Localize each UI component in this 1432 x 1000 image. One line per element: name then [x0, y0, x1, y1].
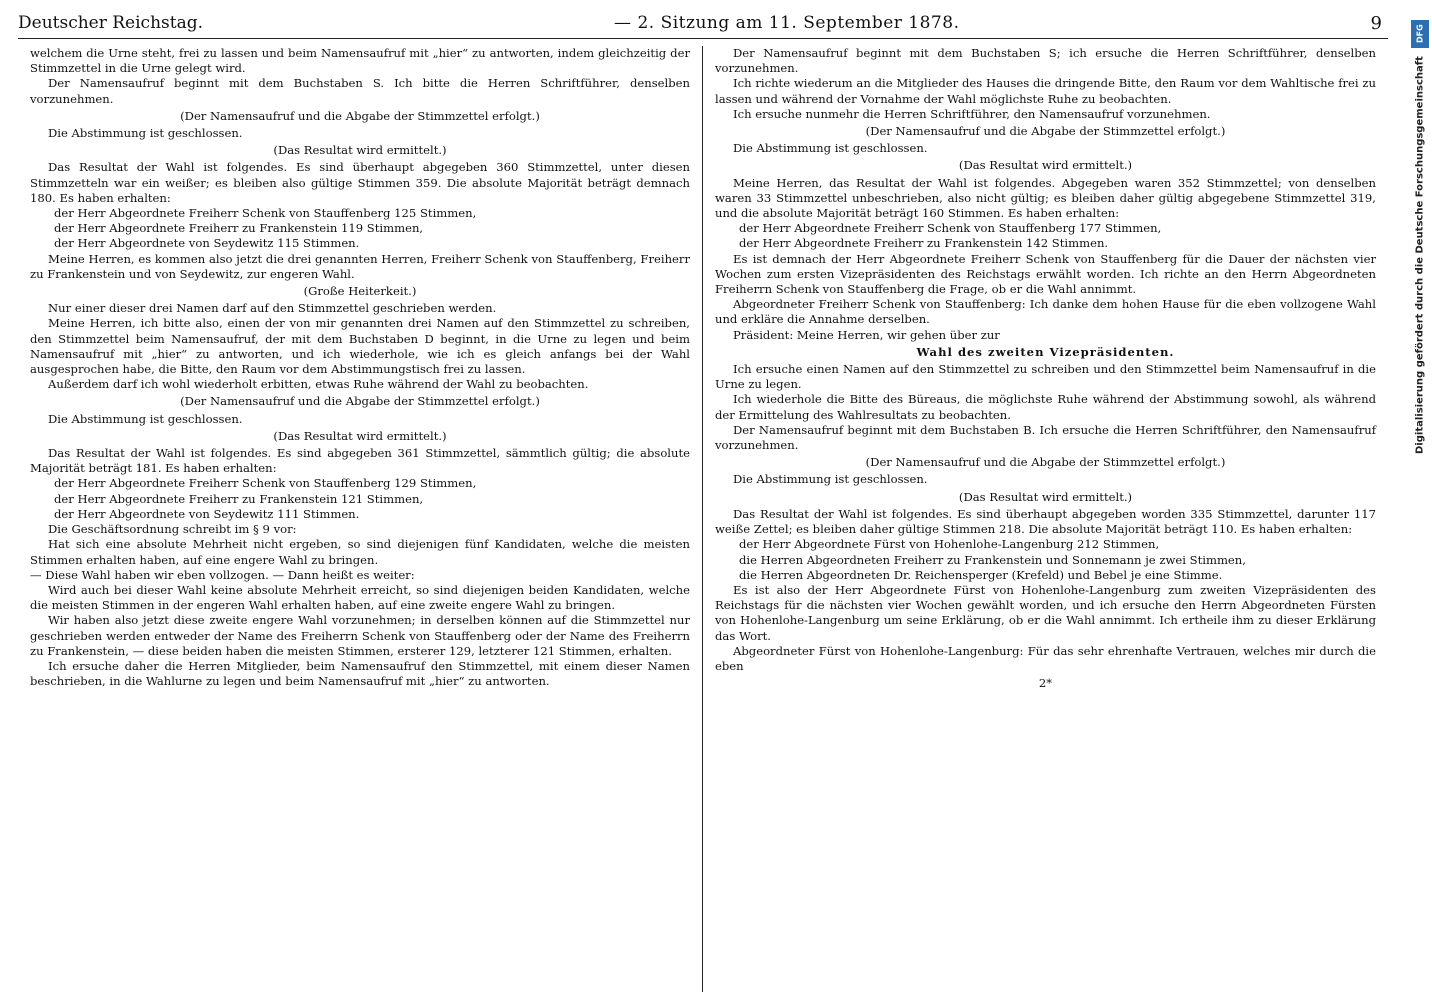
text-columns	[18, 46, 1388, 992]
paragraph: Es ist also der Herr Abgeordnete Fürst von Hohenlohe-Langenburg zum zweiten Vizepräsidenten des Reichstags für die nächsten vier Wochen gewählt worden, und ich ersuche den Herrn Abgeordneten Fürsten von Hohenlohe-Langenburg um seine Erklärung, ob er die Wahl annimmt. Ich ertheile ihm zu dieser Erklärung das Wort.	[715, 582, 1376, 643]
candidate-line: der Herr Abgeordnete Freiherr zu Frankenstein 119 Stimmen,	[54, 221, 424, 236]
stage-direction: (Das Resultat wird ermittelt.)	[958, 489, 1133, 504]
section-heading: Wahl des zweiten Vizepräsidenten.	[916, 344, 1175, 359]
paragraph: — Diese Wahl haben wir eben vollzogen. — Dann heißt es weiter:	[30, 567, 415, 582]
candidate-line: der Herr Abgeordnete Freiherr zu Frankenstein 142 Stimmen.	[739, 236, 1109, 251]
candidate-line: der Herr Abgeordnete Fürst von Hohenlohe-Langenburg 212 Stimmen,	[739, 537, 1160, 552]
signature-mark: 2*	[1038, 676, 1053, 691]
stage-direction: (Der Namensaufruf und die Abgabe der Stimmzettel erfolgt.)	[865, 455, 1226, 470]
paragraph: Außerdem darf ich wohl wiederholt erbitten, etwas Ruhe während der Wahl zu beobachten.	[48, 377, 589, 392]
paragraph: Ich wiederhole die Bitte des Büreaus, die möglichste Ruhe während der Abstimmung sowohl, als während der Ermittelung des Wahlresultats zu beobachten.	[715, 392, 1376, 422]
paragraph: Ich ersuche nunmehr die Herren Schriftführer, den Namensaufruf vorzunehmen.	[733, 106, 1211, 121]
paragraph: Die Abstimmung ist geschlossen.	[48, 126, 243, 141]
paragraph: Der Namensaufruf beginnt mit dem Buchstaben S; ich ersuche die Herren Schriftführer, denselben vorzunehmen.	[715, 46, 1376, 76]
stage-direction: (Große Heiterkeit.)	[303, 284, 417, 299]
candidate-line: der Herr Abgeordnete Freiherr Schenk von Stauffenberg 125 Stimmen,	[54, 206, 477, 221]
paragraph: welchem die Urne steht, frei zu lassen und beim Namensaufruf mit „hier“ zu antworten, indem gleichzeitig der Stimmzettel in die Urne gelegt wird.	[30, 46, 690, 76]
digitization-sidebar	[1410, 20, 1430, 980]
candidate-line: der Herr Abgeordnete Freiherr Schenk von Stauffenberg 129 Stimmen,	[54, 476, 477, 491]
stage-direction: (Das Resultat wird ermittelt.)	[958, 158, 1133, 173]
paragraph: Das Resultat der Wahl ist folgendes. Es sind abgegeben 361 Stimmzettel, sämmtlich gültig; die absolute Majorität beträgt 181. Es haben erhalten:	[30, 446, 690, 476]
paragraph: Wir haben also jetzt diese zweite engere Wahl vorzunehmen; in derselben können auf die Stimmzettel nur geschrieben werden entweder der Name des Freiherrn Schenk von Stauffenberg oder der Name des Freiherrn zu Frankenstein, — diese beiden haben die meisten Stimmen, ersterer 129, letzterer 121 Stimmen, erhalten.	[30, 613, 690, 658]
speaker-paragraph: Abgeordneter Freiherr Schenk von Stauffenberg: Ich danke dem hohen Hause für die eben vollzogene Wahl und erkläre die Annahme derselben.	[715, 297, 1376, 327]
candidate-line: die Herren Abgeordneten Freiherr zu Frankenstein und Sonnemann je zwei Stimmen,	[739, 552, 1246, 567]
paragraph: Das Resultat der Wahl ist folgendes. Es sind überhaupt abgegeben 360 Stimmzettel, unter diesen Stimmzetteln war ein weißer; es bleiben also gültige Stimmen 359. Die absolute Majorität beträgt demnach 180. Es haben erhalten:	[30, 160, 690, 205]
paragraph: Das Resultat der Wahl ist folgendes. Es sind überhaupt abgegeben worden 335 Stimmzettel, darunter 117 weiße Zettel; es bleiben daher gültige Stimmen 218. Die absolute Majorität beträgt 110. Es haben erhalten:	[715, 506, 1376, 537]
header-title: Deutscher Reichstag.	[18, 13, 203, 33]
paragraph: Die Abstimmung ist geschlossen.	[733, 141, 928, 156]
speaker-paragraph: Abgeordneter Fürst von Hohenlohe-Langenburg: Für das sehr ehrenhafte Vertrauen, welches mir durch die eben	[715, 643, 1376, 673]
right-column	[703, 46, 1388, 992]
candidate-line: der Herr Abgeordnete von Seydewitz 115 Stimmen.	[54, 236, 360, 251]
stage-direction: (Das Resultat wird ermittelt.)	[273, 428, 447, 443]
candidate-line: der Herr Abgeordnete Freiherr Schenk von Stauffenberg 177 Stimmen,	[739, 221, 1162, 236]
digitization-credit: Digitalisierung gefördert durch die Deutsche Forschungsgemeinschaft	[1414, 56, 1426, 454]
paragraph: Der Namensaufruf beginnt mit dem Buchstaben S. Ich bitte die Herren Schriftführer, denselben vorzunehmen.	[30, 76, 690, 106]
paragraph: Meine Herren, es kommen also jetzt die drei genannten Herren, Freiherr Schenk von Stauffenberg, Freiherr zu Frankenstein und von Seydewitz, zur engeren Wahl.	[30, 251, 690, 281]
paragraph: Nur einer dieser drei Namen darf auf den Stimmzettel geschrieben werden.	[48, 301, 497, 316]
paragraph: Die Abstimmung ist geschlossen.	[733, 472, 928, 487]
candidate-line: der Herr Abgeordnete von Seydewitz 111 Stimmen.	[54, 506, 360, 521]
header-session: — 2. Sitzung am 11. September 1878.	[614, 13, 960, 33]
stage-direction: (Das Resultat wird ermittelt.)	[273, 143, 447, 158]
stage-direction: (Der Namensaufruf und die Abgabe der Stimmzettel erfolgt.)	[180, 108, 540, 123]
dfg-logo: DFG	[1411, 20, 1429, 48]
candidate-line: der Herr Abgeordnete Freiherr zu Frankenstein 121 Stimmen,	[54, 491, 424, 506]
quoted-rule: Wird auch bei dieser Wahl keine absolute Mehrheit erreicht, so sind diejenigen beiden Kandidaten, welche die meisten Stimmen in der engeren Wahl erhalten haben, auf eine zweite engere Wahl zu bringen.	[30, 582, 690, 613]
paragraph: Die Geschäftsordnung schreibt im § 9 vor:	[48, 522, 297, 537]
quoted-rule: Hat sich eine absolute Mehrheit nicht ergeben, so sind diejenigen fünf Kandidaten, welche die meisten Stimmen erhalten haben, auf eine engere Wahl zu bringen.	[30, 537, 690, 567]
stage-direction: (Der Namensaufruf und die Abgabe der Stimmzettel erfolgt.)	[865, 124, 1226, 139]
paragraph: Meine Herren, das Resultat der Wahl ist folgendes. Abgegeben waren 352 Stimmzettel; von denselben waren 33 Stimmzettel unbeschrieben, also nicht gültig; es bleiben daher gültig abgegebene Stimmzettel 319, und die absolute Majorität beträgt 160 Stimmen. Es haben erhalten:	[715, 175, 1376, 221]
page-header	[18, 8, 1388, 39]
document-page	[18, 8, 1388, 992]
paragraph: Meine Herren, ich bitte also, einen der von mir genannten drei Namen auf den Stimmzettel zu schreiben, den Stimmzettel beim Namensaufruf, der mit dem Buchstaben D beginnt, in die Urne zu legen und beim Namensaufruf mit „hier“ zu antworten, und ich wiederhole, wie ich es gleich anfangs bei der Wahl ausgesprochen habe, die Bitte, den Raum vor dem Abstimmungstisch frei zu lassen.	[30, 316, 690, 377]
left-column	[18, 46, 703, 992]
stage-direction: (Der Namensaufruf und die Abgabe der Stimmzettel erfolgt.)	[180, 394, 540, 409]
speaker-paragraph: Präsident: Meine Herren, wir gehen über zur	[733, 327, 1000, 342]
paragraph: Die Abstimmung ist geschlossen.	[48, 411, 243, 426]
paragraph: Der Namensaufruf beginnt mit dem Buchstaben B. Ich ersuche die Herren Schriftführer, den Namensaufruf vorzunehmen.	[715, 422, 1376, 453]
paragraph: Es ist demnach der Herr Abgeordnete Freiherr Schenk von Stauffenberg für die Dauer der nächsten vier Wochen zum ersten Vizepräsidenten des Reichstags erwählt worden. Ich richte an den Herrn Abgeordneten Freiherrn Schenk von Stauffenberg die Frage, ob er die Wahl annimmt.	[715, 251, 1376, 297]
paragraph: Ich ersuche daher die Herren Mitglieder, beim Namensaufruf den Stimmzettel, mit einem dieser Namen beschrieben, in die Wahlurne zu legen und beim Namensaufruf mit „hier“ zu antworten.	[30, 658, 690, 689]
paragraph: Ich richte wiederum an die Mitglieder des Hauses die dringende Bitte, den Raum vor dem Wahltische frei zu lassen und während der Vornahme der Wahl möglichste Ruhe zu beobachten.	[715, 76, 1376, 106]
page-number: 9	[1370, 12, 1382, 34]
paragraph: Ich ersuche einen Namen auf den Stimmzettel zu schreiben und den Stimmzettel beim Namensaufruf in die Urne zu legen.	[715, 362, 1376, 392]
candidate-line: die Herren Abgeordneten Dr. Reichensperger (Krefeld) und Bebel je eine Stimme.	[739, 567, 1223, 582]
